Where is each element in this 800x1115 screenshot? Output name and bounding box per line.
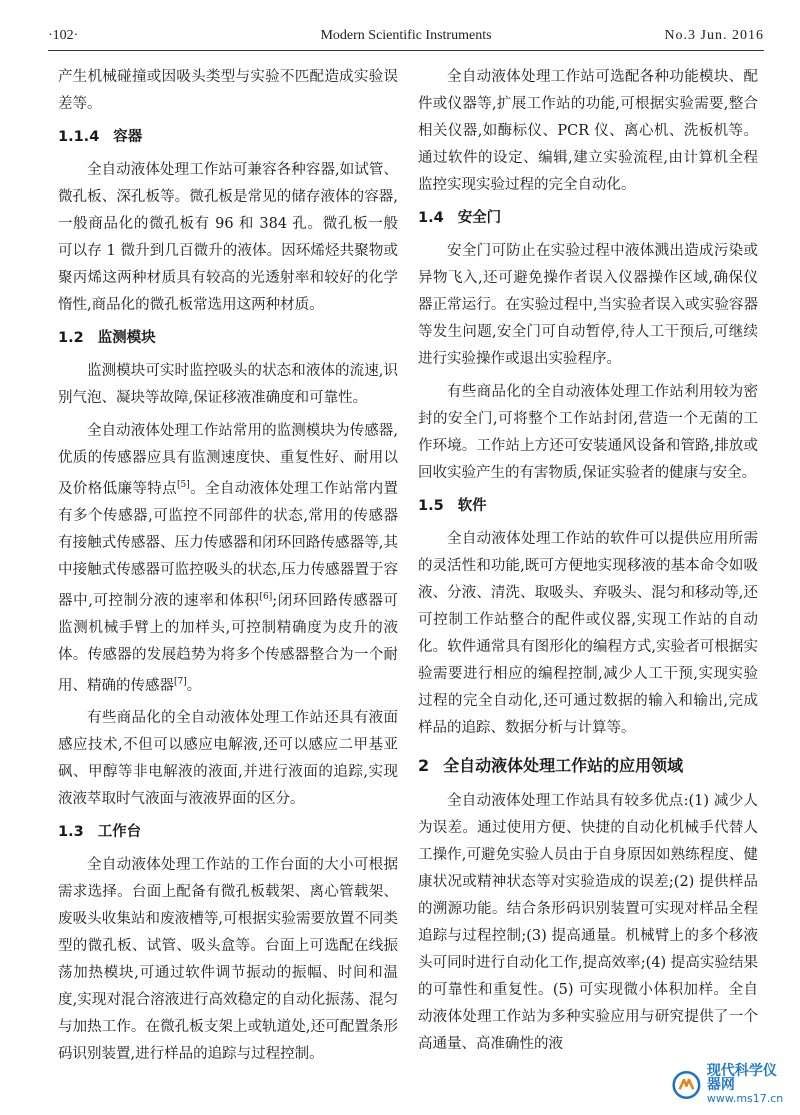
paragraph: 全自动液体处理工作站的工作台面的大小可根据需求选择。台面上配备有微孔板载架、离心管载架、废吸头收集站和废液槽等,可根据实验需要放置不同类型的微孔板、试管、吸头盒等。台面上可选配在线振荡加热模块,可通过软件调节振动的振幅、时间和温度,实现对混合溶液进行高效稳定的自动化振荡、混匀与加热工作。在微孔板支架上或轨道处,还可配置条形码识别装置,进行样品的追踪与过程控制。 xyxy=(58,857,398,1063)
watermark-text xyxy=(707,1064,790,1106)
paragraph: 全自动液体处理工作站可选配各种功能模块、配件或仪器等,扩展工作站的功能,可根据实验需要,整合相关仪器,如酶标仪、PCR 仪、离心机、洗板机等。通过软件的设定、编辑,建立实验流程,由计算机全程监控实现实验过程的完全自动化。 xyxy=(418,69,758,193)
section-title: 工作台 xyxy=(97,824,142,841)
right-column xyxy=(418,64,758,1064)
journal-title: Modern Scientific Instruments xyxy=(320,28,492,43)
page-number: ·102· xyxy=(48,28,79,43)
watermark-url: www.ms17.cn xyxy=(706,1092,784,1105)
section-heading-1-3 xyxy=(58,819,398,846)
paragraph: 监测模块可实时监控吸头的状态和液体的流速,识别气泡、凝块等故障,保证移液准确度和可靠性。 xyxy=(58,363,398,406)
section-title: 监测模块 xyxy=(97,330,156,346)
paragraph: 产生机械碰撞或因吸头类型与实验不匹配造成实验误差等。 xyxy=(58,69,398,112)
citation-ref: [7] xyxy=(174,676,187,687)
site-watermark xyxy=(672,1065,790,1105)
text-run: 。 xyxy=(186,677,202,694)
section-title: 容器 xyxy=(113,129,143,145)
section-heading-1-5 xyxy=(418,493,758,520)
text-run: 全自动液体处理工作站常用的监测模块为传感器,优质的传感器应具有监测速度快、重复性好、耐用以及价格低廉等特点 xyxy=(58,423,398,497)
section-title: 软件 xyxy=(457,498,487,514)
section-title: 全自动液体处理工作站的应用领域 xyxy=(443,756,684,775)
paragraph: 全自动液体处理工作站具有较多优点:(1) 减少人为误差。通过使用方便、快捷的自动化机械手代替人工操作,可避免实验人员由于自身原因如熟练程度、健康状况或精神状态等对实验造成的误差;(2) 提供样品的溯源功能。结合条形码识别装置可实现对样品全程追踪与过程控制;(3) 提高通量。机械臂上的多个移液头可同时进行自动化工作,提高效率;(4) 提高实验结果的可靠性和重复性。(5) 可实现微小体积加样。全自动液体处理工作站为多种实验应用与研究提供了一个高通量、高准确性的液 xyxy=(418,793,758,1052)
section-title: 安全门 xyxy=(457,210,502,226)
paragraph: 全自动液体处理工作站的软件可以提供应用所需的灵活性和功能,既可方便地实现移液的基本命令如吸液、分液、清洗、取吸头、弃吸头、混匀和移动等,还可控制工作站整合的配件或仪器,实现工作站的自动化。软件通常具有图形化的编程方式,实验者可根据实验需要进行相应的编程控制,减少人工干预,实现实验过程的完全自动化,还可通过数据的输入和输出,完成样品的追踪、数据分析与计算等。 xyxy=(418,531,758,736)
section-number: 1.5 xyxy=(418,498,444,514)
paragraph xyxy=(58,418,398,699)
citation-ref: [6] xyxy=(259,591,273,602)
section-heading-2 xyxy=(418,752,758,780)
issue-info: No.3 Jun. 2016 xyxy=(664,28,764,43)
section-heading-1-1-4 xyxy=(58,124,398,151)
section-heading-1-2 xyxy=(58,325,398,352)
text-run: ;闭环回路传感器可监测机械手臂上的加样头,可控制精确度为皮升的液体。传感器的发展趋势为将多个传感器整合为一个耐用、精确的传感器 xyxy=(58,592,398,694)
left-column xyxy=(58,64,398,1074)
section-number: 1.1.4 xyxy=(58,129,100,145)
section-heading-1-4 xyxy=(418,205,758,232)
citation-ref: [5] xyxy=(177,480,190,490)
ms17-logo-icon xyxy=(672,1068,701,1102)
text-run: 。全自动液体处理工作站常内置有多个传感器,可监控不同部件的状态,常用的传感器有接触式传感器、压力传感器和闭环回路传感器等,其中接触式传感器可监控吸头的状态,压力传感器置于容器中,可控制分液的速率和体积 xyxy=(58,480,398,609)
section-number: 1.3 xyxy=(58,824,84,841)
watermark-name: 现代科学仪器网 xyxy=(706,1063,777,1093)
section-number: 1.4 xyxy=(418,210,444,226)
paragraph: 有些商品化的全自动液体处理工作站利用较为密封的安全门,可将整个工作站封闭,营造一个无菌的工作环境。工作站上方还可安装通风设备和管路,排放或回收实验产生的有害物质,保证实验者的健康与安全。 xyxy=(418,384,758,481)
section-number: 2 xyxy=(418,756,430,775)
paragraph: 全自动液体处理工作站可兼容各种容器,如试管、微孔板、深孔板等。微孔板是常见的储存液体的容器,一般商品化的微孔板有 96 和 384 孔。微孔板一般可以存 1 微升到几百微升的液体。因环烯烃共聚物或聚丙烯这两种材质具有较高的光透射率和较好的化学惰性,商品化的微孔板常选用这两种材质。 xyxy=(58,162,398,313)
running-header xyxy=(48,22,764,51)
paragraph: 有些商品化的全自动液体处理工作站还具有液面感应技术,不但可以感应电解液,还可以感应二甲基亚砜、甲醇等非电解液的液面,并进行液面的追踪,实现液液萃取时气液面与液液界面的区分。 xyxy=(58,710,398,808)
section-number: 1.2 xyxy=(58,330,84,346)
paragraph: 安全门可防止在实验过程中液体溅出造成污染或异物飞入,还可避免操作者误入仪器操作区域,确保仪器正常运行。在实验过程中,当实验者误入或实验容器等发生问题,安全门可自动暂停,待人工干预后,可继续进行实验操作或退出实验程序。 xyxy=(418,243,758,367)
